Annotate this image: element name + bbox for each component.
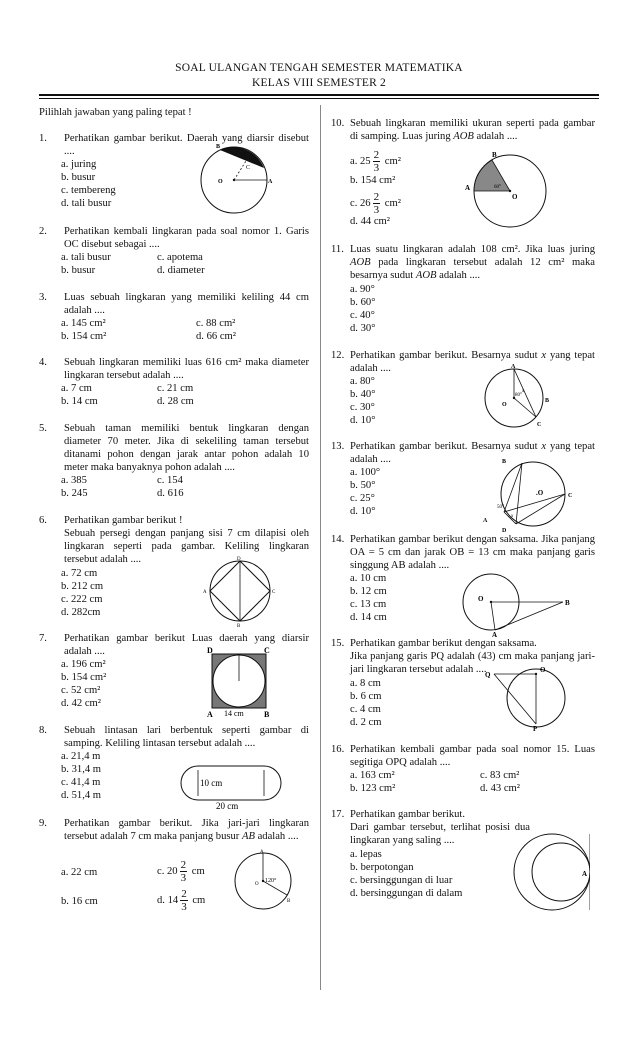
arc-length-figure bbox=[225, 848, 300, 913]
option-b[interactable]: b. 60° bbox=[350, 297, 376, 308]
option-b[interactable]: b. 31,4 m bbox=[61, 764, 102, 775]
label-b: B bbox=[264, 710, 270, 719]
label-b: B bbox=[237, 624, 241, 628]
option-d[interactable]: d. bersinggungan di dalam bbox=[350, 888, 463, 899]
question-text: Perhatikan gambar berikut. Besarnya sudut bbox=[350, 350, 542, 361]
question-number: 9. bbox=[39, 818, 47, 829]
inscribed-angle-figure bbox=[470, 362, 570, 430]
option-d[interactable]: d. 14 $\frac{2}{3}$ cm bbox=[157, 888, 206, 913]
label-b: B bbox=[545, 398, 550, 404]
question-number: 5. bbox=[39, 423, 47, 434]
label-a: A bbox=[260, 850, 264, 855]
question-text-end: adalah .... bbox=[473, 131, 518, 142]
label-x: x bbox=[511, 514, 514, 519]
question-text-end: yang tepat adalah .... bbox=[350, 441, 595, 465]
label-angle: 120° bbox=[265, 878, 277, 884]
option-a[interactable]: a. 72 cm bbox=[61, 568, 98, 579]
label-o: .O bbox=[536, 489, 544, 497]
column-divider bbox=[320, 105, 321, 990]
option-a[interactable]: a. 385 bbox=[61, 475, 87, 486]
label-b: B bbox=[216, 144, 221, 150]
label-p: P bbox=[533, 725, 538, 732]
option-c[interactable]: c. 88 cm² bbox=[196, 318, 236, 329]
question-number: 8. bbox=[39, 725, 47, 736]
question-text: Sebuah persegi dengan panjang sisi 7 cm dilapisi oleh lingkaran seperti pada gambar. Keliling lingkaran tersebut adalah .... bbox=[64, 528, 309, 565]
option-c[interactable]: c. 30° bbox=[350, 402, 375, 413]
option-d[interactable]: d. 30° bbox=[350, 323, 376, 334]
question-16 bbox=[331, 743, 595, 798]
tangent-triangle-figure bbox=[480, 660, 570, 732]
question-number: 15. bbox=[331, 638, 345, 649]
question-text: Jika panjang garis PQ adalah (43) cm maka panjang jari-jari lingkaran tersebut adalah .... bbox=[350, 651, 595, 675]
question-number: 11. bbox=[331, 244, 344, 255]
question-number: 7. bbox=[39, 633, 47, 644]
question-var: AOB bbox=[453, 131, 474, 142]
question-5 bbox=[39, 422, 309, 504]
question-var-1: AOB bbox=[350, 257, 371, 268]
option-b[interactable]: b. 154 cm² bbox=[350, 175, 396, 186]
option-a[interactable]: a. 21,4 m bbox=[61, 751, 101, 762]
question-text: Perhatikan gambar berikut Luas daerah yang diarsir adalah .... bbox=[64, 633, 309, 657]
option-c[interactable]: c. 4 cm bbox=[350, 704, 381, 715]
question-text: Perhatikan kembali lingkaran pada soal nomor 1. Garis OC disebut sebagai .... bbox=[64, 226, 309, 250]
question-text-mid: pada lingkaran tersebut adalah 12 cm² maka besarnya sudut bbox=[350, 257, 595, 281]
question-number: 4. bbox=[39, 357, 47, 368]
option-d[interactable]: d. tali busur bbox=[61, 198, 112, 209]
label-outer: 20 cm bbox=[216, 801, 239, 811]
question-11 bbox=[331, 243, 595, 338]
question-text-intro: Perhatikan gambar berikut dengan saksama. bbox=[350, 638, 537, 649]
option-c[interactable]: c. 20 $\frac{2}{3}$ cm bbox=[157, 859, 205, 884]
label-a: A bbox=[465, 184, 471, 192]
option-a[interactable]: a. 163 cm² bbox=[350, 770, 395, 781]
sector-figure bbox=[460, 146, 556, 232]
question-var: AB bbox=[241, 831, 255, 842]
question-number: 12. bbox=[331, 350, 345, 361]
option-a[interactable]: a. 7 cm bbox=[61, 383, 92, 394]
option-b[interactable]: b. 212 cm bbox=[61, 581, 104, 592]
label-angle: 50° bbox=[497, 505, 504, 510]
question-text-intro: Perhatikan gambar berikut. bbox=[350, 809, 466, 820]
label-o: O bbox=[218, 179, 223, 185]
label-c: C bbox=[264, 646, 270, 655]
option-d[interactable]: d. 2 cm bbox=[350, 717, 382, 728]
circle-in-square-figure bbox=[204, 645, 274, 720]
option-c[interactable]: c. 83 cm² bbox=[480, 770, 520, 781]
question-text-end: adalah .... bbox=[436, 270, 481, 281]
option-c[interactable]: c. 154 bbox=[157, 475, 183, 486]
question-text: Sebuah lintasan lari berbentuk seperti gambar di samping. Keliling lintasan tersebut adalah .... bbox=[64, 725, 309, 749]
question-number: 13. bbox=[331, 441, 345, 452]
question-number: 3. bbox=[39, 292, 47, 303]
label-b: B bbox=[502, 459, 507, 465]
option-a[interactable]: a. 196 cm² bbox=[61, 659, 106, 670]
label-a: A bbox=[492, 631, 498, 638]
label-c: C bbox=[537, 422, 542, 428]
label-a: A bbox=[268, 179, 273, 185]
option-c[interactable]: c. 26 $\frac{2}{3}$ cm² bbox=[350, 191, 401, 216]
label-o: O bbox=[512, 193, 518, 201]
instruction: Pilihlah jawaban yang paling tepat ! bbox=[39, 107, 192, 118]
label-d: D bbox=[502, 528, 507, 534]
page-title: SOAL ULANGAN TENGAH SEMESTER MATEMATIKA bbox=[175, 62, 463, 74]
label-c: C bbox=[568, 493, 573, 499]
option-d[interactable]: d. 42 cm² bbox=[61, 698, 101, 709]
option-d[interactable]: d. 66 cm² bbox=[196, 331, 236, 342]
label-side: 14 cm bbox=[224, 709, 244, 718]
header-rule-thin bbox=[39, 98, 599, 99]
question-number: 14. bbox=[331, 534, 345, 545]
question-4 bbox=[39, 356, 309, 411]
option-b[interactable]: b. 12 cm bbox=[350, 586, 387, 597]
option-d[interactable]: d. 282cm bbox=[61, 607, 101, 618]
internal-tangent-circles-figure bbox=[510, 828, 590, 916]
option-c[interactable]: c. 222 cm bbox=[61, 594, 103, 605]
question-text: Sebuah taman memiliki bentuk lingkaran dengan diameter 70 meter. Jika di sekeliling taman tersebut ditanami pohon dengan jarak antar pohon adalah 10 meter maka banyaknya pohon adalah .... bbox=[64, 423, 309, 473]
option-a[interactable]: a. lepas bbox=[350, 849, 382, 860]
option-d[interactable]: d. 10° bbox=[350, 415, 376, 426]
option-c[interactable]: c. apotema bbox=[157, 252, 203, 263]
question-text: Dari gambar tersebut, terlihat posisi dua lingkaran yang saling .... bbox=[350, 822, 530, 846]
label-b: B bbox=[565, 599, 570, 607]
label-angle: 80° bbox=[515, 393, 522, 398]
question-text: Perhatikan gambar berikut dengan saksama. Jika panjang OA = 5 cm dan jarak OB = 13 cm maka panjang garis singgung AB adalah .... bbox=[350, 534, 595, 571]
label-o: O bbox=[540, 666, 546, 674]
label-d: D bbox=[207, 646, 213, 655]
question-number: 17. bbox=[331, 809, 345, 820]
question-2 bbox=[39, 225, 309, 280]
label-angle: 60° bbox=[494, 185, 501, 190]
question-number: 2. bbox=[39, 226, 47, 237]
question-text: Perhatikan gambar berikut. Besarnya sudut bbox=[350, 441, 542, 452]
option-a[interactable]: a. 90° bbox=[350, 284, 375, 295]
option-a[interactable]: a. tali busur bbox=[61, 252, 111, 263]
option-d[interactable]: d. 28 cm bbox=[157, 396, 194, 407]
label-d: D bbox=[237, 557, 241, 562]
option-b[interactable]: b. 154 cm² bbox=[61, 331, 107, 342]
label-q: Q bbox=[485, 671, 491, 679]
tangent-line-figure bbox=[455, 572, 575, 638]
option-b[interactable]: b. 14 cm bbox=[61, 396, 98, 407]
option-a[interactable]: a. 10 cm bbox=[350, 573, 387, 584]
question-var-2: AOB bbox=[415, 270, 437, 281]
option-b[interactable]: b. busur bbox=[61, 265, 96, 276]
option-a[interactable]: a. 22 cm bbox=[61, 867, 98, 878]
option-a[interactable]: a. 145 cm² bbox=[61, 318, 106, 329]
option-a[interactable]: a. 100° bbox=[350, 467, 381, 478]
question-var: x bbox=[541, 350, 547, 361]
question-text-end: yang tepat adalah .... bbox=[350, 350, 595, 374]
question-text: Perhatikan gambar berikut. Daerah yang diarsir disebut .... bbox=[64, 133, 309, 157]
option-d[interactable]: d. diameter bbox=[157, 265, 205, 276]
question-number: 1. bbox=[39, 133, 47, 144]
label-o: O bbox=[502, 402, 507, 408]
question-text: Perhatikan kembali gambar pada soal nomor 15. Luas segitiga OPQ adalah .... bbox=[350, 744, 595, 768]
question-text: Luas sebuah lingkaran yang memiliki keliling 44 cm adalah .... bbox=[64, 292, 309, 316]
running-track-figure bbox=[176, 761, 286, 811]
square-in-circle-figure bbox=[200, 556, 280, 628]
label-inner: 10 cm bbox=[200, 778, 223, 788]
question-text: Sebuah lingkaran memiliki ukuran seperti pada gambar di samping. Luas juring bbox=[350, 118, 595, 142]
cyclic-angle-figure bbox=[478, 456, 578, 534]
header-rule-thick bbox=[39, 94, 599, 96]
option-a[interactable]: a. juring bbox=[61, 159, 97, 170]
option-b[interactable]: b. busur bbox=[61, 172, 96, 183]
option-c[interactable]: c. 25° bbox=[350, 493, 375, 504]
page-subtitle: KELAS VIII SEMESTER 2 bbox=[251, 77, 386, 89]
option-b[interactable]: b. berpotongan bbox=[350, 862, 414, 873]
option-d[interactable]: d. 10° bbox=[350, 506, 376, 517]
option-b[interactable]: b. 245 bbox=[61, 488, 88, 499]
option-c[interactable]: c. 21 cm bbox=[157, 383, 194, 394]
question-3 bbox=[39, 291, 309, 346]
option-b[interactable]: b. 40° bbox=[350, 389, 376, 400]
question-text: Luas suatu lingkaran adalah 108 cm². Jika luas juring bbox=[350, 244, 595, 255]
question-var: x bbox=[541, 441, 547, 452]
option-d[interactable]: d. 616 bbox=[157, 488, 184, 499]
option-c[interactable]: c. bersinggungan di luar bbox=[350, 875, 453, 886]
label-x: x bbox=[522, 389, 525, 394]
question-text: Perhatikan gambar berikut. Jika jari-jari lingkaran tersebut adalah 7 cm maka panjang busur bbox=[64, 818, 309, 842]
option-a[interactable]: a. 8 cm bbox=[350, 678, 381, 689]
label-a: A bbox=[582, 870, 588, 878]
option-c[interactable]: c. 13 cm bbox=[350, 599, 387, 610]
option-c[interactable]: c. 40° bbox=[350, 310, 375, 321]
label-a: A bbox=[511, 364, 516, 370]
option-b[interactable]: b. 16 cm bbox=[61, 896, 98, 907]
option-d[interactable]: d. 43 cm² bbox=[480, 783, 520, 794]
question-text-end: adalah .... bbox=[254, 831, 299, 842]
question-text: Sebuah lingkaran memiliki luas 616 cm² maka diameter lingkaran tersebut adalah .... bbox=[64, 357, 309, 381]
option-a[interactable]: a. 25 $\frac{2}{3}$ cm² bbox=[350, 149, 401, 174]
label-b: B bbox=[287, 899, 291, 904]
circle-segment-figure bbox=[186, 138, 276, 228]
question-text-intro: Perhatikan gambar berikut ! bbox=[64, 515, 183, 526]
label-a: A bbox=[483, 518, 488, 524]
option-c[interactable]: c. 52 cm² bbox=[61, 685, 101, 696]
option-b[interactable]: b. 50° bbox=[350, 480, 376, 491]
label-o: O bbox=[478, 595, 484, 603]
question-number: 16. bbox=[331, 744, 345, 755]
label-o: O bbox=[255, 882, 259, 887]
label-b: B bbox=[492, 151, 497, 159]
question-number: 6. bbox=[39, 515, 47, 526]
option-b[interactable]: b. 123 cm² bbox=[350, 783, 396, 794]
option-b[interactable]: b. 154 cm² bbox=[61, 672, 107, 683]
label-c: C bbox=[272, 590, 276, 595]
option-c[interactable]: c. tembereng bbox=[61, 185, 116, 196]
option-d[interactable]: d. 14 cm bbox=[350, 612, 387, 623]
label-c: C bbox=[246, 165, 251, 171]
option-d[interactable]: d. 51,4 m bbox=[61, 790, 102, 801]
option-a[interactable]: a. 80° bbox=[350, 376, 375, 387]
label-a: A bbox=[207, 710, 213, 719]
option-d[interactable]: d. 44 cm² bbox=[350, 216, 390, 227]
question-number: 10. bbox=[331, 118, 345, 129]
option-b[interactable]: b. 6 cm bbox=[350, 691, 382, 702]
label-a: A bbox=[203, 590, 207, 595]
option-c[interactable]: c. 41,4 m bbox=[61, 777, 101, 788]
